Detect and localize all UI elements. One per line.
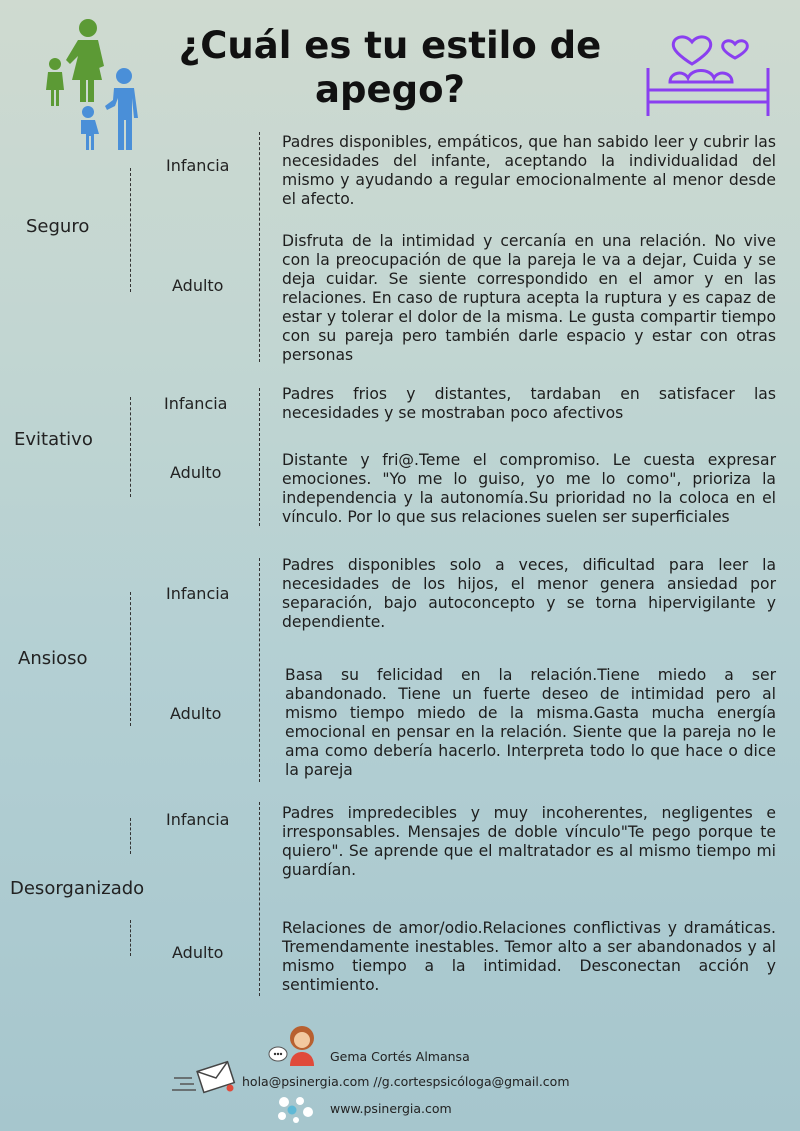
seguro-infancia-text: Padres disponibles, empáticos, que han sabido leer y cubrir las necesidades del infante, aceptando la individualidad del mismo y ayudando a regular emocionalmente al menor desde el afecto. (282, 133, 776, 208)
desorganizado-adulto-text: Relaciones de amor/odio.Relaciones conflictivas y dramáticas. Tremendamente inestables. Temor alto a ser abandonados y al mismo tiempo a la intimidad. Desconectan acción y sentimiento. (282, 919, 776, 994)
website-link[interactable]: www.psinergia.com (330, 1101, 452, 1116)
divider (259, 802, 260, 996)
network-logo-icon (272, 1094, 322, 1124)
style-evitativo: Evitativo (14, 429, 93, 450)
style-seguro: Seguro (26, 216, 90, 237)
evitativo-infancia-text: Padres frios y distantes, tardaban en satisfacer las necesidades y se mostraban poco afectivos (282, 385, 776, 422)
evitativo-adulto-text: Distante y fri@.Teme el compromiso. Le cuesta expresar emociones. "Yo me lo guiso, yo me lo como", prioriza la independencia y la autonomía.Su prioridad no la coloca en el vínculo. Por lo que sus relaciones suelen ser superficiales (282, 451, 776, 526)
bed-hearts-icon (640, 22, 776, 118)
divider (130, 920, 131, 956)
divider (259, 558, 260, 782)
woman-avatar-icon (268, 1022, 324, 1072)
divider (130, 592, 131, 726)
evitativo-adulto-label: Adulto (170, 463, 222, 482)
style-ansioso: Ansioso (18, 648, 88, 669)
divider (259, 388, 260, 526)
seguro-adulto-text: Disfruta de la intimidad y cercanía en una relación. No vive con la preocupación de que la pareja le va a dejar, Cuida y se deja cuidar. Se siente correspondido en el amor y en las relaciones. En caso de ruptura acepta la ruptura y es capaz de estar y tolerar el dolor de la misma. Le gusta compartir tiempo con su pareja pero también darle espacio y estar con otras personas (282, 232, 776, 364)
contact-email[interactable]: hola@psinergia.com //g.cortespsicóloga@gmail.com (242, 1074, 570, 1089)
divider (130, 397, 131, 497)
style-desorganizado: Desorganizado (10, 878, 145, 899)
divider (130, 818, 131, 854)
family-icon (38, 14, 142, 154)
ansioso-adulto-label: Adulto (170, 704, 222, 723)
divider (130, 168, 131, 292)
ansioso-infancia-text: Padres disponibles solo a veces, dificultad para leer la necesidades de los hijos, el menor genera ansiedad por separación, bajo autoconcepto y se torna hipervigilante y dependiente. (282, 556, 776, 631)
desorganizado-infancia-label: Infancia (166, 810, 230, 829)
mail-icon (170, 1056, 240, 1096)
divider (259, 132, 260, 362)
desorganizado-infancia-text: Padres impredecibles y muy incoherentes, negligentes e irresponsables. Mensajes de doble vínculo"Te pego porque te quiero". Se aprende que el maltratador es al mismo tiempo mi guardían. (282, 804, 776, 879)
seguro-adulto-label: Adulto (172, 276, 224, 295)
seguro-infancia-label: Infancia (166, 156, 230, 175)
evitativo-infancia-label: Infancia (164, 394, 228, 413)
ansioso-infancia-label: Infancia (166, 584, 230, 603)
author-name: Gema Cortés Almansa (330, 1049, 470, 1064)
page-title: ¿Cuál es tu estilo de apego? (178, 24, 602, 111)
desorganizado-adulto-label: Adulto (172, 943, 224, 962)
ansioso-adulto-text: Basa su felicidad en la relación.Tiene miedo a ser abandonado. Tiene un fuerte deseo de intimidad pero al mismo tiempo miedo de la misma.Gasta mucha energía emocional en pensar en la relación. Siente que la pareja no le ama como debería hacerlo. Interpreta todo lo que hace o dice la pareja (285, 666, 776, 779)
